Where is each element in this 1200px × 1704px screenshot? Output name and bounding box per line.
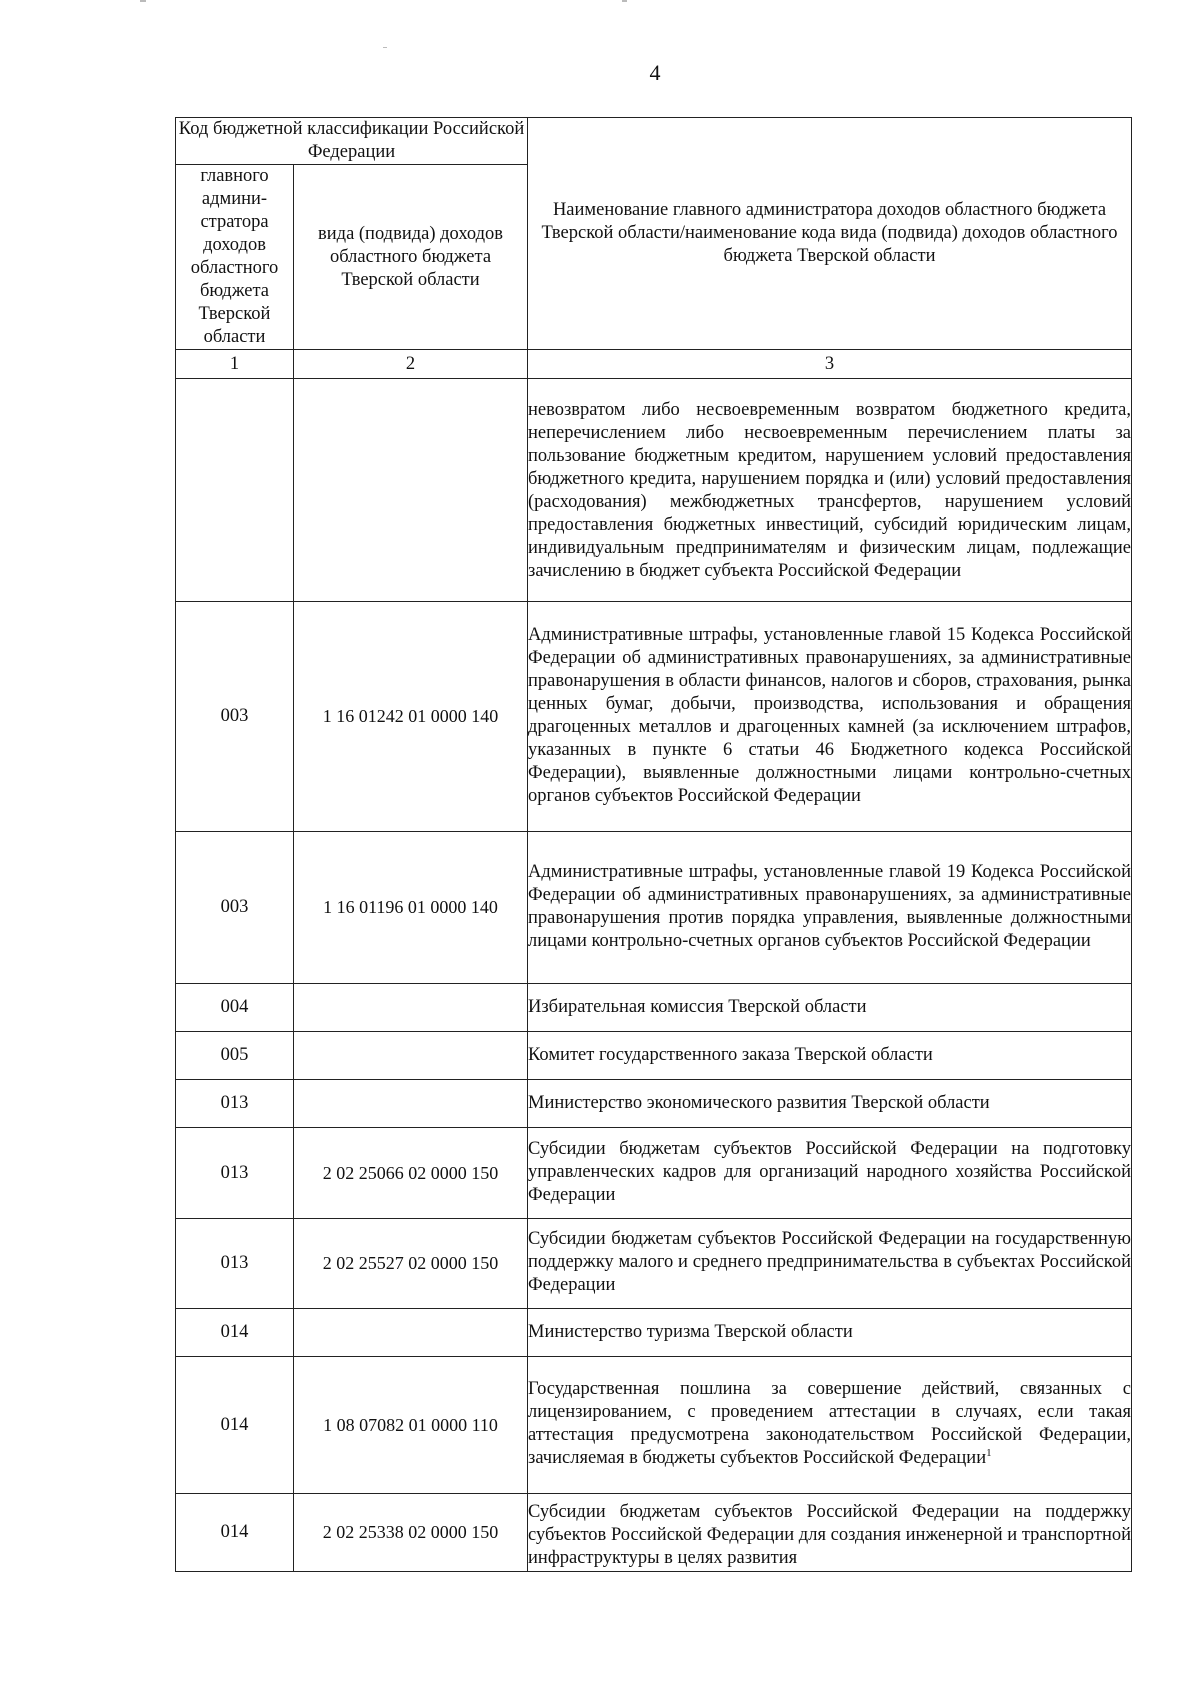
table-row [176,379,1132,602]
income-description: Министерство туризма Тверской области [528,1309,1132,1357]
admin-code: 004 [176,984,294,1032]
income-description: Избирательная комиссия Тверской области [528,984,1132,1032]
table-row [176,1494,1132,1572]
header-col2-title: вида (подвида) доходов областного бюджета Тверской области [294,165,528,350]
income-code: 2 02 25527 02 0000 150 [294,1219,528,1309]
table-row [176,1032,1132,1080]
table-row [176,984,1132,1032]
admin-code: 013 [176,1080,294,1128]
admin-code: 014 [176,1357,294,1494]
header-group-title: Код бюджетной классификации Российской Федерации [176,118,528,165]
header-row-1 [176,118,1132,165]
income-code [294,1309,528,1357]
table-row [176,1128,1132,1219]
income-code: 1 08 07082 01 0000 110 [294,1357,528,1494]
column-number-2: 2 [294,350,528,379]
page-number: 4 [649,60,661,85]
admin-code: 013 [176,1128,294,1219]
income-code: 1 16 01196 01 0000 140 [294,832,528,984]
income-description-text: Государственная пошлина за совершение действий, связанных с лицензированием, с проведением аттестации в случаях, если такая аттестация предусмотрена законодательством Российской Федерации, зачисляемая в бюджеты субъектов Российской Федерации [528,1379,1132,1468]
income-description: невозвратом либо несвоевременным возвратом бюджетного кредита, неперечислением либо несвоевременным перечислением платы за пользование бюджетным кредитом, нарушением условий предоставления бюджетного кредита, нарушением порядка и (или) условий предоставления (расходования) межбюджетных трансфертов, нарушением условий предоставления бюджетных инвестиций, субсидий юридическим лицам, индивидуальным предпринимателям и физическим лицам, подлежащие зачислению в бюджет субъекта Российской Федерации [528,379,1132,602]
income-description: Комитет государственного заказа Тверской области [528,1032,1132,1080]
income-description: Министерство экономического развития Тверской области [528,1080,1132,1128]
table-row [176,832,1132,984]
header-col3-title: Наименование главного администратора доходов областного бюджета Тверской области/наименование кода вида (подвида) доходов областного бюджета Тверской области [528,118,1132,350]
income-description: Административные штрафы, установленные главой 15 Кодекса Российской Федерации об административных правонарушениях, за административные правонарушения в области финансов, налогов и сборов, страхования, рынка ценных бумаг, добычи, производства, использования и обращения драгоценных металлов и драгоценных камней (за исключением штрафов, указанных в пункте 6 статьи 46 Бюджетного кодекса Российской Федерации), выявленные должностными лицами контрольно-счетных органов субъектов Российской Федерации [528,602,1132,832]
income-description: Субсидии бюджетам субъектов Российской Федерации на подготовку управленческих кадров для организаций народного хозяйства Российской Федерации [528,1128,1132,1219]
footnote-mark: 1 [986,1446,992,1459]
income-code: 2 02 25066 02 0000 150 [294,1128,528,1219]
scan-artifact [383,47,387,48]
admin-code: 014 [176,1309,294,1357]
admin-code: 013 [176,1219,294,1309]
scan-artifact [622,0,627,2]
income-description: Субсидии бюджетам субъектов Российской Федерации на поддержку субъектов Российской Федерации для создания инженерной и транспортной инфраструктуры в целях развития [528,1494,1132,1572]
budget-classification-table [175,117,1132,1572]
income-code: 1 16 01242 01 0000 140 [294,602,528,832]
header-col1-title: главного админи-стратора доходов областного бюджета Тверской области [176,165,294,350]
admin-code: 003 [176,832,294,984]
table-row [176,1080,1132,1128]
table-row [176,1309,1132,1357]
table-row [176,602,1132,832]
income-description: Административные штрафы, установленные главой 19 Кодекса Российской Федерации об административных правонарушениях, за административные правонарушения против порядка управления, выявленные должностными лицами контрольно-счетных органов субъектов Российской Федерации [528,832,1132,984]
income-code [294,1032,528,1080]
income-code [294,1080,528,1128]
column-number-3: 3 [528,350,1132,379]
income-description: Субсидии бюджетам субъектов Российской Федерации на государственную поддержку малого и среднего предпринимательства в субъектах Российской Федерации [528,1219,1132,1309]
admin-code [176,379,294,602]
admin-code: 005 [176,1032,294,1080]
income-description [528,1357,1132,1494]
scan-artifact [140,0,146,2]
admin-code: 014 [176,1494,294,1572]
column-number-1: 1 [176,350,294,379]
income-code [294,379,528,602]
income-code [294,984,528,1032]
column-numbers-row [176,350,1132,379]
income-code: 2 02 25338 02 0000 150 [294,1494,528,1572]
admin-code: 003 [176,602,294,832]
table-row [176,1357,1132,1494]
table-row [176,1219,1132,1309]
